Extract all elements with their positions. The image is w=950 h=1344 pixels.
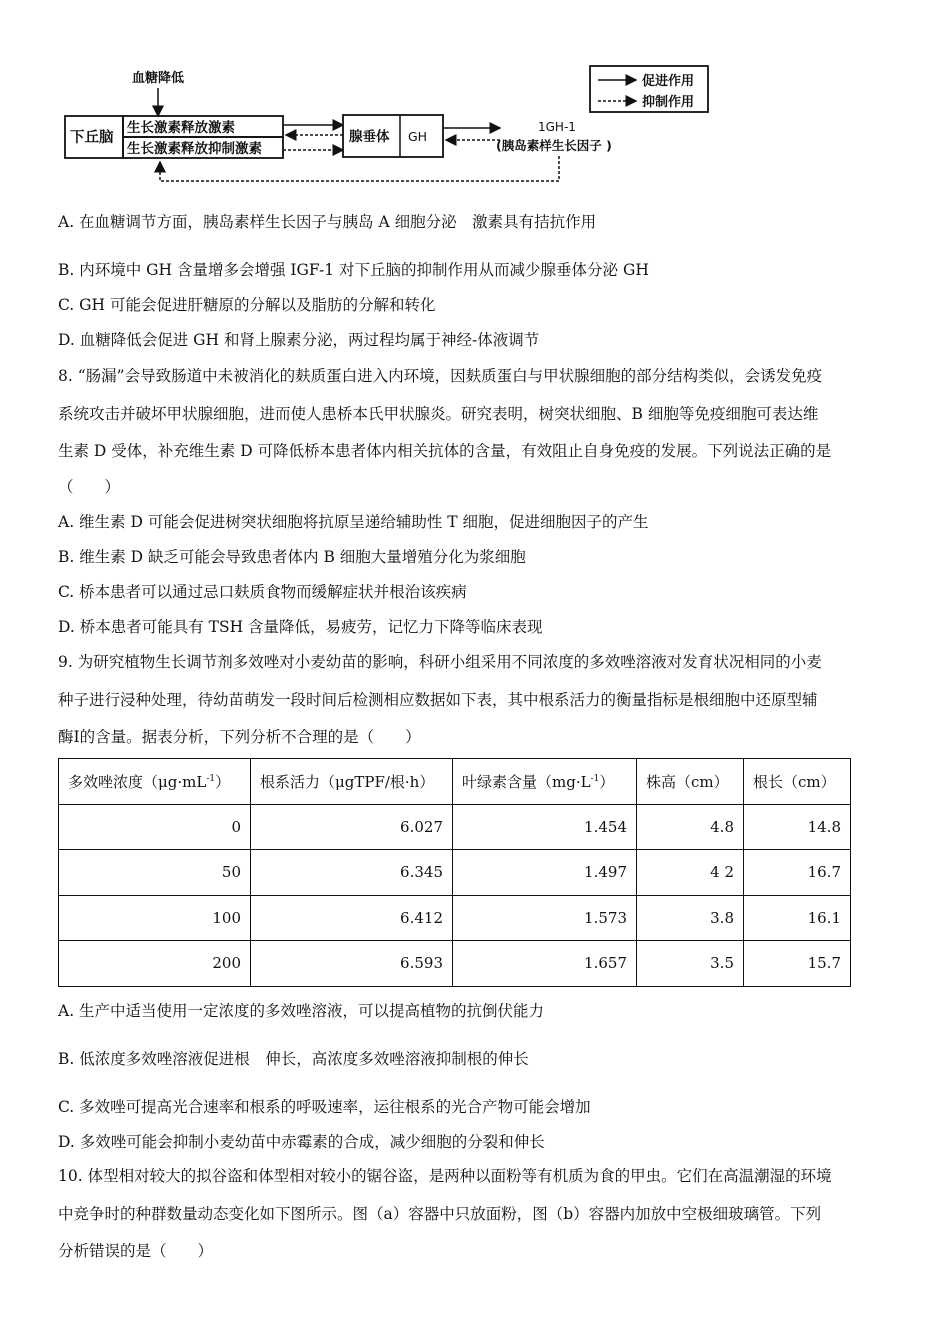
header-plant-height: 株高（cm） [637,759,744,805]
q7-option-c: C. GH 可能会促进肝糖原的分解以及脂肪的分解和转化 [58,296,436,314]
q7-option-b: B. 内环境中 GH 含量增多会增强 IGF-1 对下丘脑的抑制作用从而减少腺垂体分泌 GH [58,261,649,279]
igf-name: 1GH-1 [538,120,576,134]
cell-plant-height: 3.5 [637,941,744,987]
table-row [59,895,851,941]
q9-option-a: A. 生产中适当使用一定浓度的多效唑溶液，可以提高植物的抗倒伏能力 [58,1002,545,1020]
cell-root-activity: 6.027 [251,804,453,850]
q9-stem-line3: 酶Ⅰ的含量。据表分析，下列分析不合理的是（ ） [58,728,421,746]
header-root-length: 根长（cm） [744,759,851,805]
table-header-row [59,759,851,805]
cell-plant-height: 4 2 [637,850,744,896]
diagram-svg [60,58,720,193]
q8-option-b: B. 维生素 D 缺乏可能会导致患者体内 B 细胞大量增殖分化为浆细胞 [58,548,526,566]
cell-plant-height: 3.8 [637,895,744,941]
cell-root-activity: 6.412 [251,895,453,941]
q9-option-c: C. 多效唑可提高光合速率和根系的呼吸速率，运往根系的光合产物可能会增加 [58,1098,591,1116]
q7-option-a: A. 在血糖调节方面，胰岛素样生长因子与胰岛 A 细胞分泌 激素具有拮抗作用 [58,213,597,231]
cell-root-length: 16.1 [744,895,851,941]
cell-chlorophyll: 1.573 [453,895,637,941]
igf-to-hypothalamus-loop [160,156,559,181]
gh-label: GH [408,129,428,144]
header-chlorophyll: 叶绿素含量$(mg\cdot L^{-1})$ [453,759,637,805]
q9-option-b: B. 低浓度多效唑溶液促进根 伸长，高浓度多效唑溶液抑制根的伸长 [58,1050,529,1068]
q9-stem-line1: 9. 为研究植物生长调节剂多效唑对小麦幼苗的影响，科研小组采用不同浓度的多效唑溶液对发育状况相同的小麦 [58,653,822,671]
q7-option-d: D. 血糖降低会促进 GH 和肾上腺素分泌，两过程均属于神经-体液调节 [58,331,540,349]
q8-stem-line3: 生素 D 受体，补充维生素 D 可降低桥本患者体内相关抗体的含量，有效阻止自身免疫的发展。下列说法正确的是 [58,442,832,460]
cell-root-length: 15.7 [744,941,851,987]
q8-option-a: A. 维生素 D 可能会促进树突状细胞将抗原呈递给辅助性 T 细胞，促进细胞因子的产生 [58,513,649,531]
q8-stem-line1: 8. “肠漏”会导致肠道中未被消化的麸质蛋白进入内环境，因麸质蛋白与甲状腺细胞的部分结构类似，会诱发免疫 [58,367,823,385]
q10-stem-line2: 中竞争时的种群数量动态变化如下图所示。图（a）容器中只放面粉，图（b）容器内加放中空极细玻璃管。下列 [58,1205,822,1223]
cell-concentration: 0 [59,804,251,850]
q9-stem-line2: 种子进行浸种处理，待幼苗萌发一段时间后检测相应数据如下表，其中根系活力的衡量指标是根细胞中还原型辅 [58,691,818,709]
pituitary-label: 腺垂体 [349,129,390,145]
q10-stem-line1: 10. 体型相对较大的拟谷盗和体型相对较小的锯谷盗，是两种以面粉等有机质为食的甲虫。它们在高温潮湿的环境 [58,1167,832,1185]
q9-data-table [58,758,851,987]
q8-option-d: D. 桥本患者可能具有 TSH 含量降低，易疲劳，记忆力下降等临床表现 [58,618,543,636]
ghih-label: 生长激素释放抑制激素 [127,141,262,157]
legend-inhibit-label: 抑制作用 [642,95,695,110]
cell-root-length: 14.8 [744,804,851,850]
table-row [59,941,851,987]
cell-root-activity: 6.345 [251,850,453,896]
cell-concentration: 200 [59,941,251,987]
cell-chlorophyll: 1.657 [453,941,637,987]
q9-option-d: D. 多效唑可能会抑制小麦幼苗中赤霉素的合成，减少细胞的分裂和伸长 [58,1133,545,1151]
legend-promote-label: 促进作用 [642,74,695,89]
q8-option-c: C. 桥本患者可以通过忌口麸质食物而缓解症状并根治该疾病 [58,583,467,601]
igf-full-name: (胰岛素样生长因子 ) [496,138,612,153]
header-concentration: 多效唑浓度$(\mu g\cdot mL^{-1})$ [59,759,251,805]
table-row [59,804,851,850]
cell-concentration: 50 [59,850,251,896]
q8-stem-line2: 系统攻击并破坏甲状腺细胞，进而使人患桥本氏甲状腺炎。研究表明，树突状细胞、B 细胞等免疫细胞可表达维 [58,405,819,423]
cell-chlorophyll: 1.454 [453,804,637,850]
cell-root-length: 16.7 [744,850,851,896]
hypothalamus-label: 下丘脑 [70,130,114,146]
hormone-regulation-diagram [60,58,720,193]
ghrh-label: 生长激素释放激素 [127,120,235,136]
cell-root-activity: 6.593 [251,941,453,987]
cell-concentration: 100 [59,895,251,941]
q10-stem-line3: 分析错误的是（ ） [58,1242,214,1260]
q8-answer-paren: （ ） [58,478,121,496]
cell-chlorophyll: 1.497 [453,850,637,896]
table-row [59,850,851,896]
cell-plant-height: 4.8 [637,804,744,850]
header-root-activity: 根系活力（μgTPF/根·h） [251,759,453,805]
blood-sugar-label: 血糖降低 [132,71,185,86]
